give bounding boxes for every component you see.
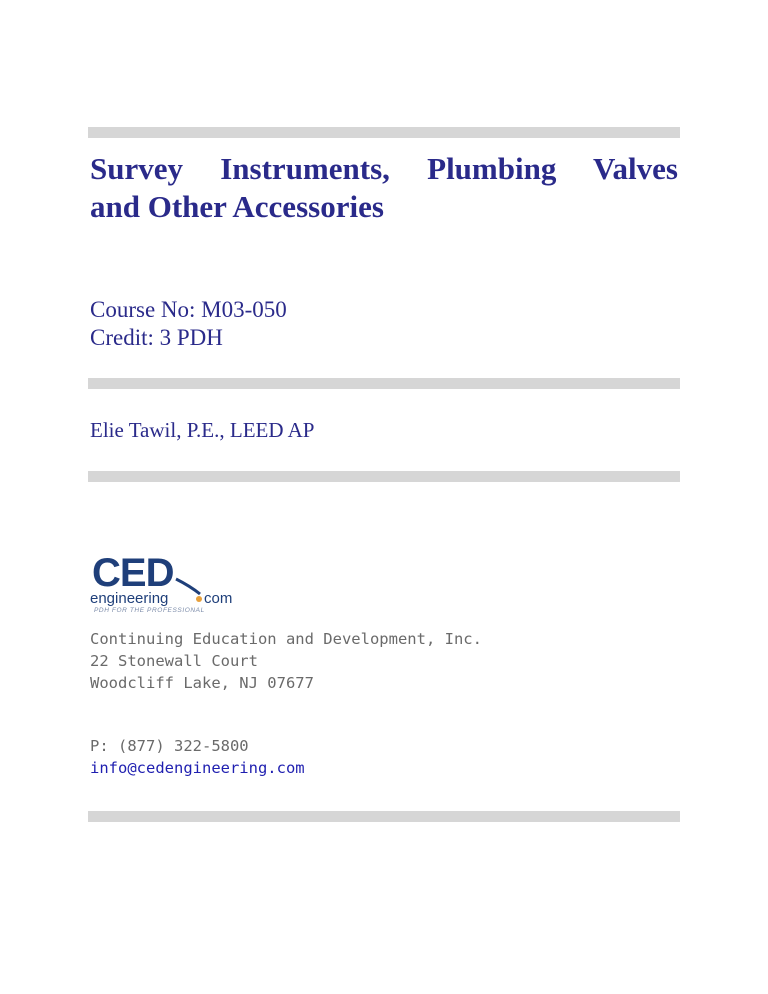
phone-number: P: (877) 322-5800 bbox=[90, 737, 249, 755]
email-link[interactable]: info@cedengineering.com bbox=[90, 759, 305, 777]
organization-address bbox=[90, 628, 482, 694]
course-credit: Credit: 3 PDH bbox=[90, 325, 223, 350]
organization-street: 22 Stonewall Court bbox=[90, 652, 258, 670]
organization-city: Woodcliff Lake, NJ 07677 bbox=[90, 674, 314, 692]
document-title-line-2: and Other Accessories bbox=[90, 189, 384, 224]
contact-block bbox=[90, 735, 305, 779]
divider-rule-bottom bbox=[88, 811, 680, 822]
course-info bbox=[90, 296, 287, 352]
document-title bbox=[90, 150, 678, 226]
logo-tagline: PDH FOR THE PROFESSIONAL bbox=[94, 607, 205, 614]
divider-rule-3 bbox=[88, 471, 680, 482]
logo-dot-icon bbox=[196, 596, 202, 602]
logo-wordmark: CED bbox=[92, 551, 174, 595]
document-title-line-1: Survey Instruments, Plumbing Valves bbox=[90, 151, 678, 186]
course-number: Course No: M03-050 bbox=[90, 297, 287, 322]
ced-engineering-logo bbox=[90, 548, 250, 614]
divider-rule-top bbox=[88, 127, 680, 138]
divider-rule-2 bbox=[88, 378, 680, 389]
organization-name: Continuing Education and Development, Inc. bbox=[90, 630, 482, 648]
logo-domain-prefix: engineering bbox=[90, 590, 169, 607]
author-name: Elie Tawil, P.E., LEED AP bbox=[90, 418, 315, 442]
logo-domain-suffix: com bbox=[204, 590, 233, 607]
